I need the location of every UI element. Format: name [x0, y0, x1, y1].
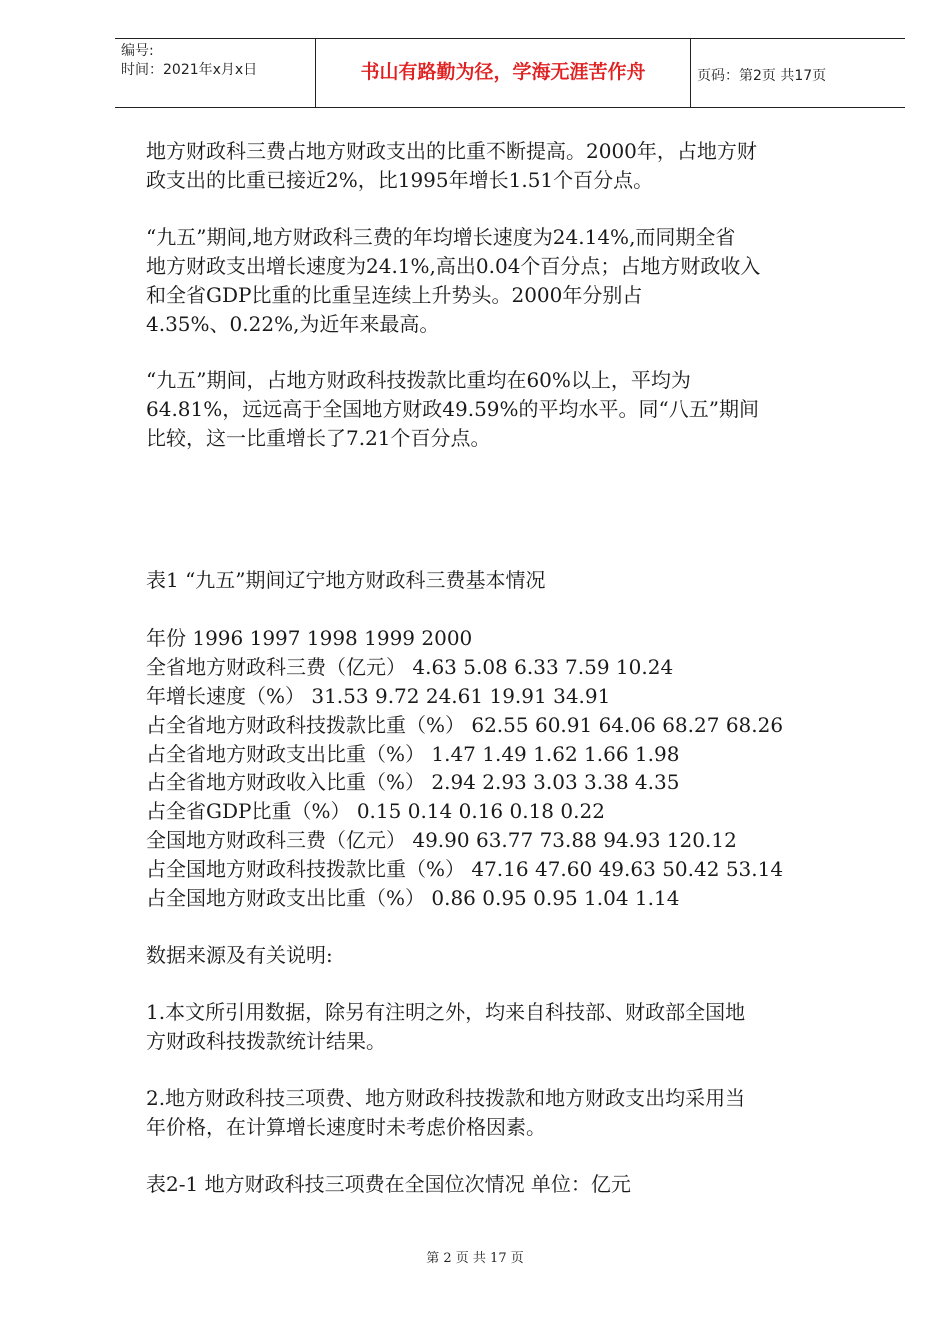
header-page-info: 页码：第2页 共17页: [697, 68, 827, 84]
paragraph-line: 比较，这一比重增长了7.21个百分点。: [146, 426, 491, 450]
note-line: 方财政科技拨款统计结果。: [146, 1029, 386, 1053]
table-row: 占全省地方财政支出比重（%） 1.47 1.49 1.62 1.66 1.98: [146, 742, 680, 766]
note-line: 1.本文所引用数据，除另有注明之外，均来自科技部、财政部全国地: [146, 1000, 746, 1024]
header-motto: 书山有路勤为径，学海无涯苦作舟: [360, 61, 646, 83]
paragraph-line: “九五”期间，占地方财政科技拨款比重均在60%以上，平均为: [146, 368, 691, 392]
note-line: 2.地方财政科技三项费、地方财政科技拨款和地方财政支出均采用当: [146, 1086, 746, 1110]
table-row: 占全省GDP比重（%） 0.15 0.14 0.16 0.18 0.22: [146, 799, 605, 823]
header-divider: [690, 39, 691, 107]
table-row: 占全省地方财政收入比重（%） 2.94 2.93 3.03 3.38 4.35: [146, 770, 680, 794]
table-row: 年增长速度（%） 31.53 9.72 24.61 19.91 34.91: [146, 684, 611, 708]
table-row: 占全国地方财政支出比重（%） 0.86 0.95 0.95 1.04 1.14: [146, 886, 680, 910]
paragraph-line: 4.35%、0.22%,为近年来最高。: [146, 312, 440, 336]
table2-title: 表2-1 地方财政科技三项费在全国位次情况 单位：亿元: [146, 1172, 631, 1196]
paragraph-line: “九五”期间,地方财政科三费的年均增长速度为24.14%,而同期全省: [146, 225, 736, 249]
page-header: [115, 38, 905, 108]
paragraph-line: 和全省GDP比重的比重呈连续上升势头。2000年分别占: [146, 283, 643, 307]
table-row: 年份 1996 1997 1998 1999 2000: [146, 626, 473, 650]
table-row: 全省地方财政科三费（亿元） 4.63 5.08 6.33 7.59 10.24: [146, 655, 674, 679]
table-row: 全国地方财政科三费（亿元） 49.90 63.77 73.88 94.93 120.12: [146, 828, 737, 852]
paragraph-line: 地方财政支出增长速度为24.1%,高出0.04个百分点；占地方财政收入: [146, 254, 761, 278]
number-label: 编号:: [121, 43, 154, 59]
note-line: 年价格，在计算增长速度时未考虑价格因素。: [146, 1115, 546, 1139]
page-footer: 第 2 页 共 17 页: [426, 1251, 524, 1266]
paragraph-line: 地方财政科三费占地方财政支出的比重不断提高。2000年，占地方财: [146, 139, 757, 163]
table-row: 占全国地方财政科技拨款比重（%） 47.16 47.60 49.63 50.42 53.14: [146, 857, 784, 881]
time-label: 时间：2021年x月x日: [121, 62, 258, 78]
paragraph-line: 政支出的比重已接近2%，比1995年增长1.51个百分点。: [146, 168, 654, 192]
paragraph-line: 64.81%，远远高于全国地方财政49.59%的平均水平。同“八五”期间: [146, 397, 759, 421]
table-row: 占全省地方财政科技拨款比重（%） 62.55 60.91 64.06 68.27 68.26: [146, 713, 784, 737]
header-meta: [121, 42, 257, 80]
notes-heading: 数据来源及有关说明:: [146, 943, 333, 967]
table1-title: 表1 “九五”期间辽宁地方财政科三费基本情况: [146, 568, 546, 592]
